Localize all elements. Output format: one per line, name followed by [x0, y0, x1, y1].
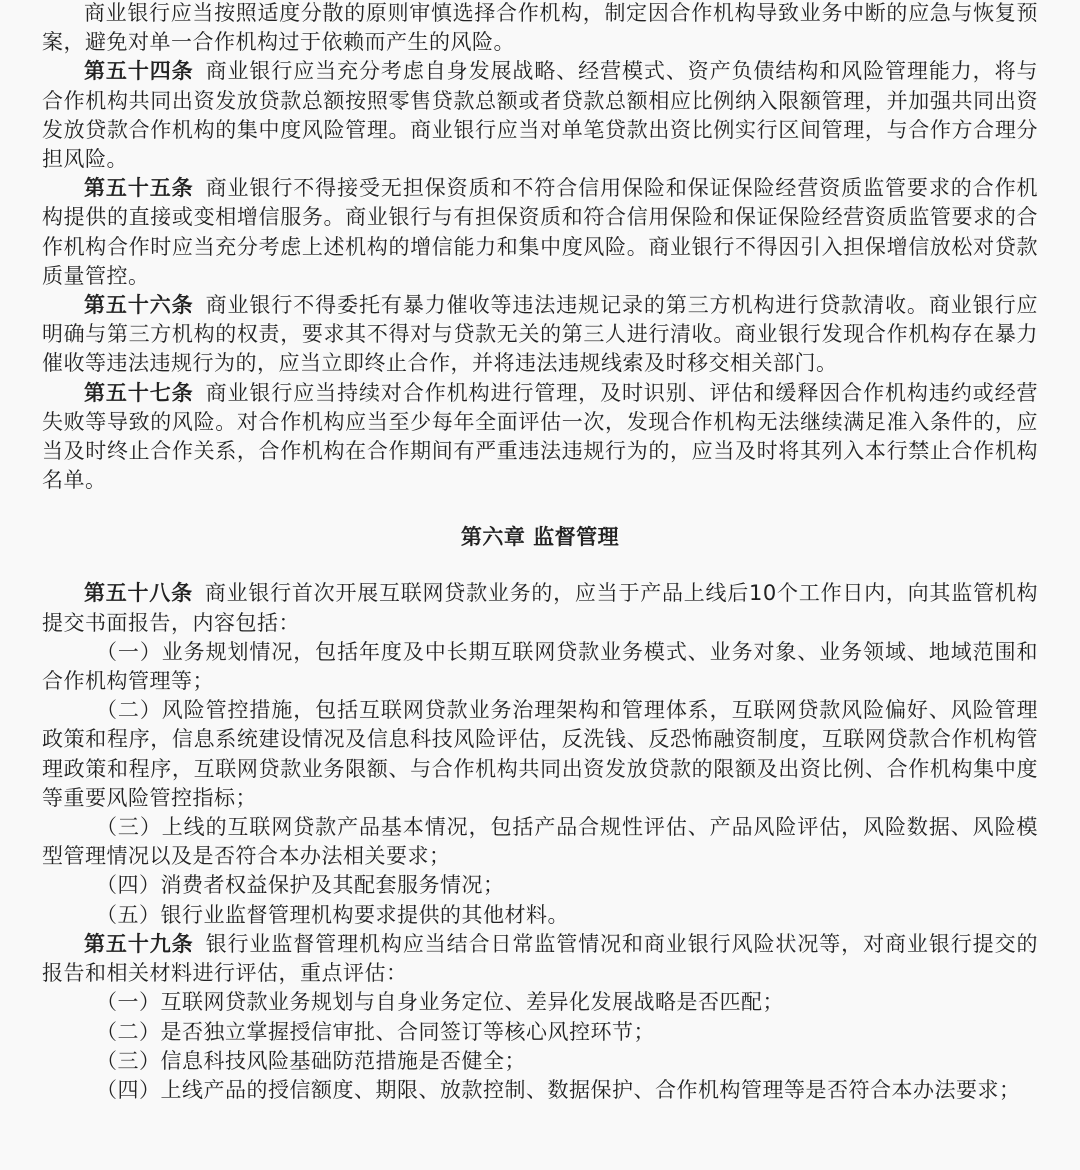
article-56-label: 第五十六条 [84, 293, 194, 318]
article-55-text: 商业银行不得接受无担保资质和不符合信用保险和保证保险经营资质监管要求的合作机构提供的直接或变相增信服务。商业银行与有担保资质和符合信用保险和保证保险经营资质监管要求的合作机构合作时应当充分考虑上述机构的增信能力和集中度风险。商业银行不得因引入担保增信放松对贷款质量管控。 [42, 176, 1039, 288]
article-58-item: （四）消费者权益保护及其配套服务情况； [96, 873, 505, 898]
article-56 [42, 291, 1038, 379]
article-59-item: （一）互联网贷款业务规划与自身业务定位、差异化发展战略是否匹配； [96, 990, 784, 1015]
article-54 [42, 57, 1038, 174]
article-59 [42, 930, 1038, 988]
article-55-label: 第五十五条 [84, 176, 194, 201]
article-58 [42, 579, 1038, 637]
chapter-title: 第六章 监督管理 [460, 525, 620, 550]
article-58-label: 第五十八条 [84, 581, 193, 606]
article-54-text: 商业银行应当充分考虑自身发展战略、经营模式、资产负债结构和风险管理能力，将与合作机构共同出资发放贷款总额按照零售贷款总额或者贷款总额相应比例纳入限额管理，并加强共同出资发放贷款合作机构的集中度风险管理。商业银行应当对单笔贷款出资比例实行区间管理，与合作方合理分担风险。 [42, 59, 1039, 172]
article-58-item: （二）风险管控措施，包括互联网贷款业务治理架构和管理体系，互联网贷款风险偏好、风险管理政策和程序，信息系统建设情况及信息科技风险评估，反洗钱、反恐怖融资制度，互联网贷款合作机构管理政策和程序，互联网贷款业务限额、与合作机构共同出资发放贷款的限额及出资比例、合作机构集中度等重要风险管控指标； [42, 698, 1038, 810]
article-58-item: （五）银行业监督管理机构要求提供的其他材料。 [96, 902, 569, 927]
article-55 [42, 174, 1038, 291]
article-57-text: 商业银行应当持续对合作机构进行管理，及时识别、评估和缓释因合作机构违约或经营失败等导致的风险。对合作机构应当至少每年全面评估一次，发现合作机构无法继续满足准入条件的，应当及时终止合作关系，合作机构在合作期间有严重违法违规行为的，应当及时将其列入本行禁止合作机构名单。 [42, 380, 1039, 493]
intro-paragraph: 商业银行应当按照适度分散的原则审慎选择合作机构，制定因合作机构导致业务中断的应急与恢复预案，避免对单一合作机构过于依赖而产生的风险。 [42, 1, 1038, 55]
article-57 [42, 379, 1038, 496]
article-59-item: （三）信息科技风险基础防范措施是否健全； [96, 1048, 526, 1073]
article-58-text: 商业银行首次开展互联网贷款业务的，应当于产品上线后10个工作日内，向其监管机构提交书面报告，内容包括： [42, 581, 1039, 635]
article-59-label: 第五十九条 [84, 931, 194, 956]
article-58-item: （三）上线的互联网贷款产品基本情况，包括产品合规性评估、产品风险评估，风险数据、风险模型管理情况以及是否符合本办法相关要求； [42, 815, 1038, 869]
article-56-text: 商业银行不得委托有暴力催收等违法违规记录的第三方机构进行贷款清收。商业银行应明确与第三方机构的权责，要求其不得对与贷款无关的第三人进行清收。商业银行发现合作机构存在暴力催收等违法违规行为的，应当立即终止合作，并将违法违规线索及时移交相关部门。 [42, 293, 1039, 376]
article-59-item: （四）上线产品的授信额度、期限、放款控制、数据保护、合作机构管理等是否符合本办法要求； [96, 1077, 1021, 1102]
article-59-text: 银行业监督管理机构应当结合日常监管情况和商业银行风险状况等，对商业银行提交的报告和相关材料进行评估，重点评估： [42, 931, 1039, 986]
article-58-item: （一）业务规划情况，包括年度及中长期互联网贷款业务模式、业务对象、业务领域、地域范围和合作机构管理等； [42, 639, 1038, 694]
article-59-item: （二）是否独立掌握授信审批、合同签订等核心风控环节； [96, 1019, 655, 1044]
article-57-label: 第五十七条 [84, 380, 194, 405]
article-54-label: 第五十四条 [84, 59, 194, 84]
